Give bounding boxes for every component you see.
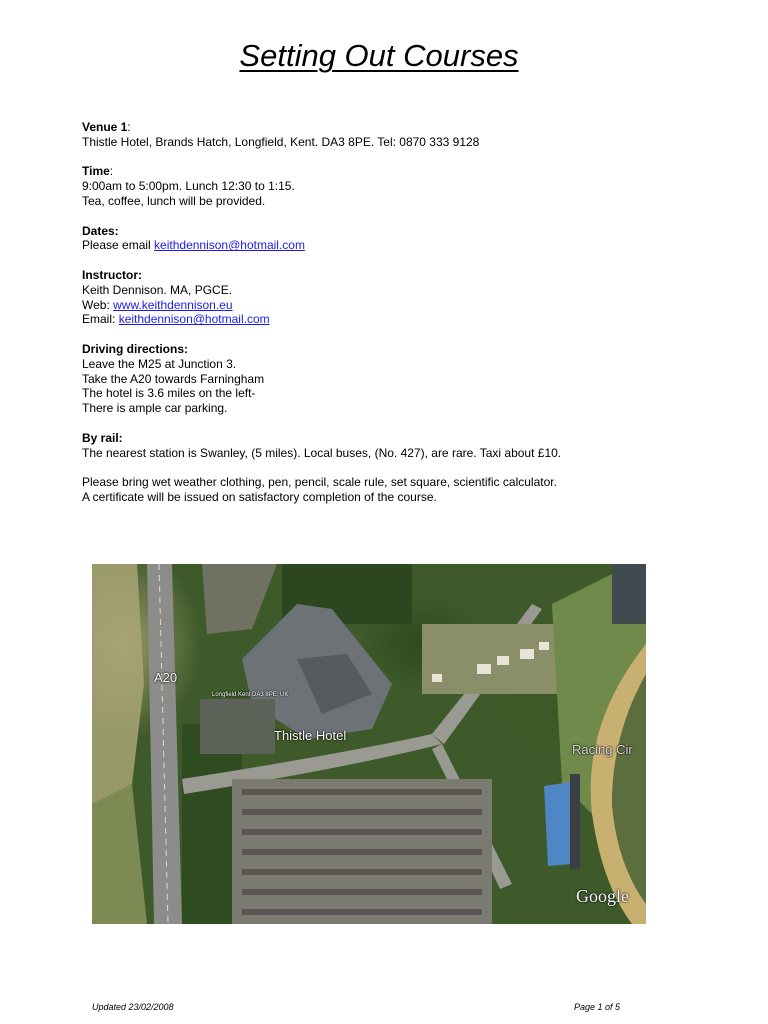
rail-heading: By rail: — [82, 430, 123, 445]
time-line: Tea, coffee, lunch will be provided. — [82, 193, 266, 208]
dates-section — [82, 224, 702, 254]
instructor-name: Keith Dennison. MA, PGCE. — [82, 282, 233, 297]
web-label: Web: — [82, 297, 114, 312]
venue-heading: Venue 1 — [82, 120, 128, 134]
note-line: A certificate will be issued on satisfactory completion of the course. — [82, 489, 437, 504]
road-label-a20: A20 — [154, 670, 178, 685]
time-section: Time: 9:00am to 5:00pm. Lunch 12:30 to 1:15. Tea, coffee, lunch will be provided. — [82, 164, 702, 208]
venue-text: Thistle Hotel, Brands Hatch, Longfield, Kent. DA3 8PE. Tel: 0870 333 9128 — [82, 134, 480, 149]
dates-heading: Dates: — [82, 223, 119, 238]
driving-heading: Driving directions: — [82, 341, 189, 356]
driving-line: Take the A20 towards Farningham — [82, 371, 265, 386]
aerial-map-image — [92, 564, 646, 924]
rail-text: The nearest station is Swanley, (5 miles). Local buses, (No. 427), are rare. Taxi about £10. — [82, 445, 562, 460]
hotel-label: Thistle Hotel — [274, 728, 347, 743]
driving-line: Leave the M25 at Junction 3. — [82, 356, 237, 371]
address-label: Longfield Kent DA3 8PE, UK — [212, 692, 289, 698]
document-body — [82, 120, 702, 520]
driving-line: There is ample car parking. — [82, 401, 228, 416]
rail-section — [82, 431, 702, 461]
driving-section — [82, 342, 702, 416]
circuit-label: Racing Cir — [572, 742, 633, 757]
footer-updated: Updated 23/02/2008 — [92, 1002, 174, 1012]
time-heading: Time — [82, 164, 110, 179]
time-line: 9:00am to 5:00pm. Lunch 12:30 to 1:15. — [82, 179, 295, 194]
driving-line: The hotel is 3.6 miles on the left- — [82, 386, 256, 401]
email-label: Email: — [82, 312, 119, 327]
instructor-section — [82, 268, 702, 327]
notes-section — [82, 475, 702, 505]
dates-prefix: Please email — [82, 238, 155, 253]
web-link[interactable]: www.keithdennison.eu — [113, 297, 233, 312]
instructor-heading: Instructor: — [82, 267, 142, 282]
page-title: Setting Out Courses — [239, 38, 519, 73]
venue-section: Venue 1: Thistle Hotel, Brands Hatch, Longfield, Kent. DA3 8PE. Tel: 0870 333 9128 — [82, 120, 702, 150]
footer-page-number: Page 1 of 5 — [574, 1002, 621, 1012]
google-logo: Google — [576, 886, 629, 906]
note-line: Please bring wet weather clothing, pen, pencil, scale rule, set square, scientific calculator. — [82, 475, 557, 490]
aerial-photo-drawing — [92, 564, 646, 924]
instructor-email-link[interactable]: keithdennison@hotmail.com — [118, 312, 270, 327]
dates-email-link[interactable]: keithdennison@hotmail.com — [154, 238, 305, 253]
